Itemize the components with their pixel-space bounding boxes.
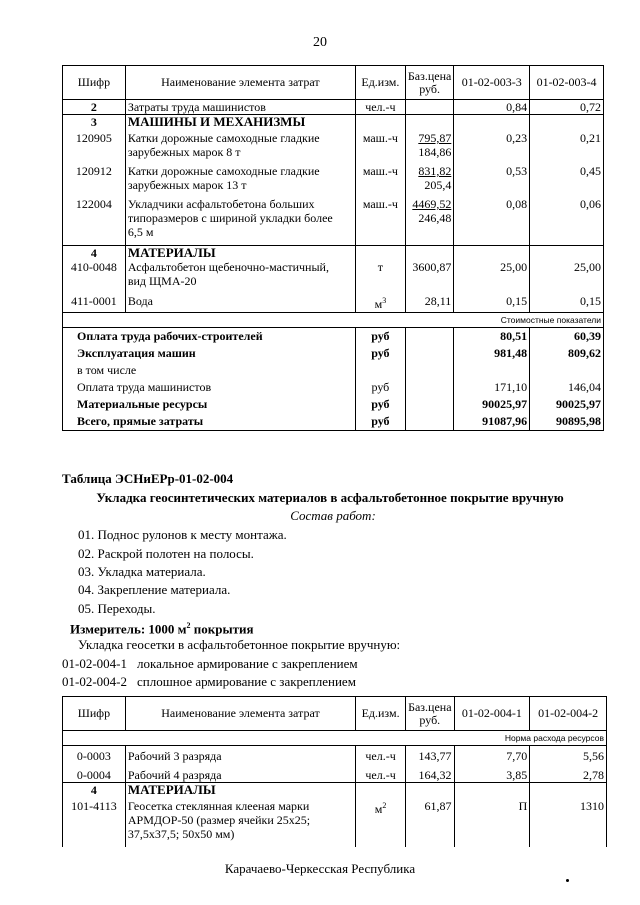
header-col-01-02-004-1: 01-02-004-1 <box>454 697 530 731</box>
work-step: 03. Укладка материала. <box>78 564 206 579</box>
work-step: 04. Закрепление материала. <box>78 582 231 597</box>
summary-row: Эксплуатация машин руб 981,48 809,62 <box>63 345 604 362</box>
summary-row: в том числе <box>63 362 604 379</box>
header-col-01-02-003-4: 01-02-003-4 <box>530 66 604 100</box>
resource-norm-row <box>63 731 607 746</box>
summary-row: Оплата труда рабочих-строителей руб 80,51 60,39 <box>63 328 604 346</box>
table-row: 120905 Катки дорожные самоходные гладкие зарубежных марок 8 т маш.-ч 795,87 184,86 0,23 0,21 <box>63 129 604 159</box>
resource-norm-label: Норма расхода ресурсов <box>63 731 607 746</box>
header-code: Шифр <box>63 66 126 100</box>
table-row: 122004 Укладчики асфальтобетона больших типоразмеров с шириной укладки более 6,5 м маш.-ч 4469,52 246,48 0,08 0,06 <box>63 192 604 246</box>
header-unit: Ед.изм. <box>356 697 406 731</box>
composition-title: Состав работ: <box>290 508 376 523</box>
header-base-price: Баз.цена руб. <box>405 66 453 100</box>
section-heading: МАТЕРИАЛЫ <box>125 246 355 261</box>
variant-item: 01-02-004-2 сплошное армирование с закреплением <box>62 674 356 689</box>
table-row: 0-0003 Рабочий 3 разряда чел.-ч 143,77 7,70 5,56 <box>63 746 607 764</box>
page-number: 20 <box>313 35 327 50</box>
work-step: 01. Поднос рулонов к месту монтажа. <box>78 527 287 542</box>
table-row: 4 МАТЕРИАЛЫ <box>63 246 604 261</box>
table-row: 120912 Катки дорожные самоходные гладкие зарубежных марок 13 т маш.-ч 831,82 205,4 0,53 0,45 <box>63 159 604 192</box>
summary-row: Оплата труда машинистов руб 171,10 146,04 <box>63 379 604 396</box>
header-name: Наименование элемента затрат <box>125 697 355 731</box>
page-mark <box>566 879 569 882</box>
work-step: 02. Раскрой полотен на полосы. <box>78 546 254 561</box>
summary-row: Всего, прямые затраты руб 91087,96 90895,98 <box>63 413 604 431</box>
table-row: 4 МАТЕРИАЛЫ <box>63 783 607 798</box>
table-row: 2 Затраты труда машинистов чел.-ч 0,84 0,72 <box>63 100 604 115</box>
section-heading: МАТЕРИАЛЫ <box>125 783 355 798</box>
header-code: Шифр <box>63 697 126 731</box>
work-description: Укладка геосетки в асфальтобетонное покрытие вручную: <box>78 637 401 652</box>
cost-indicators-row <box>63 313 604 328</box>
work-step: 05. Переходы. <box>78 601 156 616</box>
section-heading: МАШИНЫ И МЕХАНИЗМЫ <box>125 115 355 130</box>
table-title: Таблица ЭСНиЕРр-01-02-004 <box>62 471 234 486</box>
resource-table-01-02-004 <box>62 696 607 847</box>
table-row: 410-0048 Асфальтобетон щебеночно-мастичный, вид ЩМА-20 т 3600,87 25,00 25,00 <box>63 260 604 288</box>
table-header-row <box>63 697 607 731</box>
section-subtitle: Укладка геосинтетических материалов в асфальтобетонное покрытие вручную <box>96 490 564 505</box>
header-name: Наименование элемента затрат <box>125 66 355 100</box>
header-col-01-02-003-3: 01-02-003-3 <box>454 66 530 100</box>
table-row: 411-0001 Вода $м^3$ 28,11 0,15 0,15 <box>63 288 604 313</box>
summary-row: Материальные ресурсы руб 90025,97 90025,97 <box>63 396 604 413</box>
measure-unit: Измеритель: 1000 $м^2$ покрытия <box>70 621 254 637</box>
table-row: 3 МАШИНЫ И МЕХАНИЗМЫ <box>63 115 604 130</box>
header-col-01-02-004-2: 01-02-004-2 <box>530 697 607 731</box>
cost-indicators-label: Стоимостные показатели <box>63 313 604 328</box>
header-base-price: Баз.цена руб. <box>406 697 454 731</box>
table-row: 0-0004 Рабочий 4 разряда чел.-ч 164,32 3,85 2,78 <box>63 763 607 783</box>
table-header-row <box>63 66 604 100</box>
resource-table-01-02-003 <box>62 65 604 431</box>
header-unit: Ед.изм. <box>355 66 405 100</box>
footer-region: Карачаево-Черкесская Республика <box>224 861 416 876</box>
variant-item: 01-02-004-1 локальное армирование с закреплением <box>62 656 358 671</box>
table-row: 101-4113 Геосетка стеклянная клееная марки АРМДОР-50 (размер ячейки 25х25; 37,5х37,5; 50х50 мм) $м^2$ 61,87 П 1310 <box>63 797 607 847</box>
